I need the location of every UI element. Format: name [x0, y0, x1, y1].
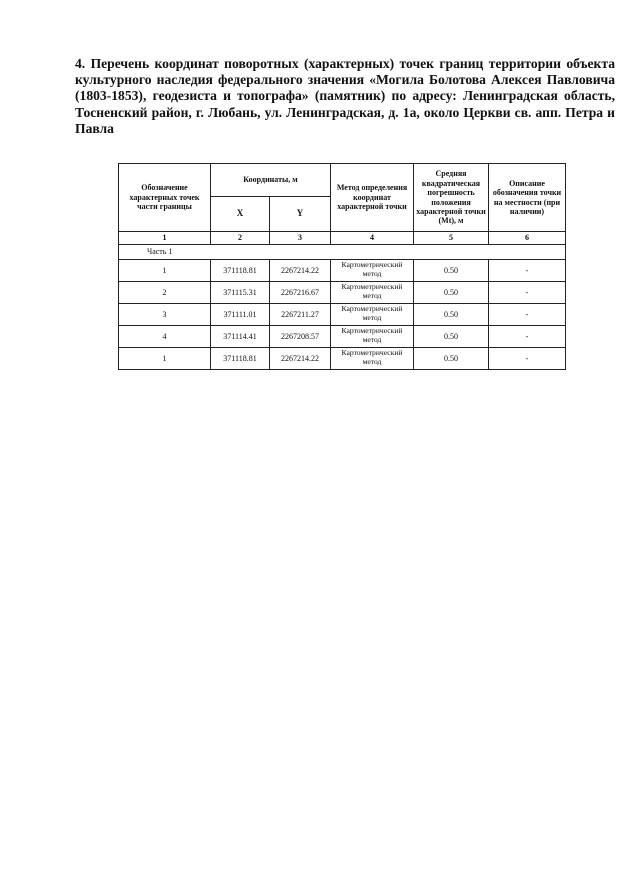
cell-x: 371111.01: [211, 304, 270, 326]
table-row: [119, 282, 566, 304]
cell-description: -: [489, 260, 566, 282]
cell-error: 0.50: [414, 282, 489, 304]
header-y: Y: [270, 197, 331, 232]
table-row: [119, 260, 566, 282]
column-number: 6: [489, 232, 566, 245]
cell-description: -: [489, 326, 566, 348]
cell-x: 371115.31: [211, 282, 270, 304]
table-row: [119, 304, 566, 326]
cell-point: 3: [119, 304, 211, 326]
header-x: X: [211, 197, 270, 232]
column-number: 5: [414, 232, 489, 245]
cell-method: Картометрический метод: [331, 282, 414, 304]
table-row: [119, 348, 566, 370]
coordinates-table: [118, 163, 566, 370]
table-row: [119, 326, 566, 348]
coordinates-table-wrapper: [118, 163, 566, 370]
cell-error: 0.50: [414, 348, 489, 370]
cell-point: 2: [119, 282, 211, 304]
cell-error: 0.50: [414, 326, 489, 348]
cell-error: 0.50: [414, 304, 489, 326]
column-numbers-row: [119, 232, 566, 245]
header-point: Обозначение характерных точек части границы: [119, 164, 211, 232]
cell-method: Картометрический метод: [331, 348, 414, 370]
cell-method: Картометрический метод: [331, 304, 414, 326]
cell-point: 1: [119, 260, 211, 282]
cell-method: Картометрический метод: [331, 260, 414, 282]
column-number: 1: [119, 232, 211, 245]
cell-point: 1: [119, 348, 211, 370]
cell-description: -: [489, 282, 566, 304]
cell-x: 371114.41: [211, 326, 270, 348]
cell-method: Картометрический метод: [331, 326, 414, 348]
column-number: 2: [211, 232, 270, 245]
header-method: Метод определения координат характерной точки: [331, 164, 414, 232]
section-heading: 4. Перечень координат поворотных (характерных) точек границ территории объекта культурного наследия федерального значения «Могила Болотова Алексея Павловича (1803-1853), геодезиста и топографа» (памятник) по адресу: Ленинградская область, Тосненский район, г. Любань, ул. Ленинградская, д. 1а, около Церкви св. апп. Петра и Павла: [75, 56, 615, 136]
column-number: 4: [331, 232, 414, 245]
header-description: Описание обозначения точки на местности (при наличии): [489, 164, 566, 232]
part-row: [119, 245, 566, 260]
cell-y: 2267208.57: [270, 326, 331, 348]
cell-y: 2267214.22: [270, 260, 331, 282]
cell-description: -: [489, 304, 566, 326]
cell-y: 2267216.67: [270, 282, 331, 304]
header-coordinates: Координаты, м: [211, 164, 331, 197]
cell-error: 0.50: [414, 260, 489, 282]
cell-description: -: [489, 348, 566, 370]
column-number: 3: [270, 232, 331, 245]
cell-point: 4: [119, 326, 211, 348]
cell-y: 2267214.22: [270, 348, 331, 370]
cell-x: 371118.81: [211, 260, 270, 282]
cell-x: 371118.81: [211, 348, 270, 370]
header-error: Средняя квадратическая погрешность положения характерной точки (Mt), м: [414, 164, 489, 232]
part-label: Часть 1: [119, 245, 566, 260]
cell-y: 2267211.27: [270, 304, 331, 326]
